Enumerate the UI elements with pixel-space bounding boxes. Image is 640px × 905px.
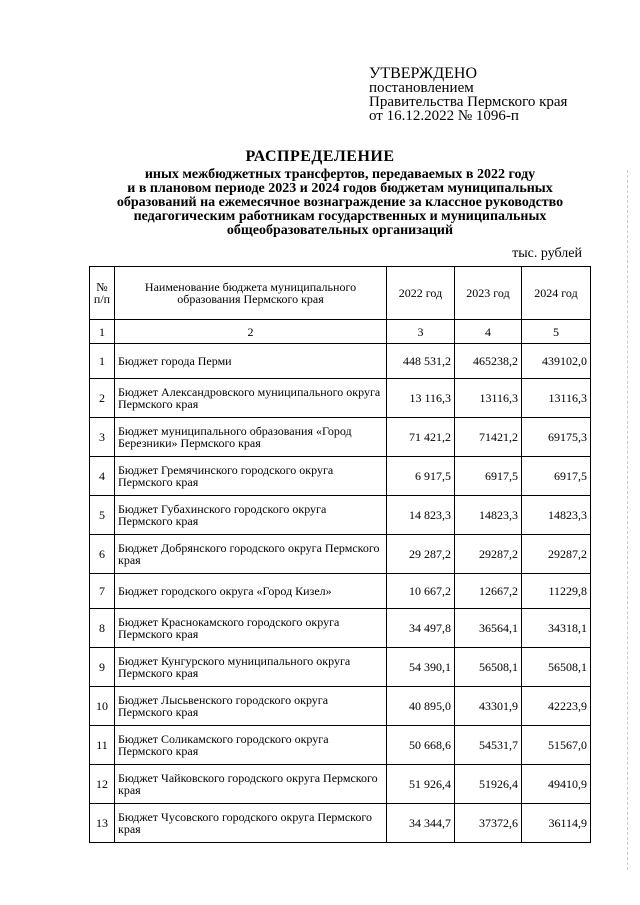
table-row — [90, 804, 591, 843]
year-2022-cell: 14 823,3 — [387, 496, 455, 535]
document-subtitle — [100, 168, 580, 238]
row-number-cell: 13 — [90, 804, 115, 843]
year-2022-cell: 6 917,5 — [387, 457, 455, 496]
budget-name-cell: Бюджет Чусовского городского округа Пермского края — [115, 804, 387, 843]
year-2024-cell: 42223,9 — [522, 687, 591, 726]
year-2022-cell: 51 926,4 — [387, 765, 455, 804]
row-number-cell: 5 — [90, 496, 115, 535]
row-number-cell: 9 — [90, 648, 115, 687]
index-cell: 4 — [455, 320, 522, 344]
approval-line: постановлением — [369, 80, 474, 96]
year-2023-cell: 6917,5 — [455, 457, 522, 496]
index-cell: 5 — [522, 320, 591, 344]
table-row — [90, 765, 591, 804]
row-number-cell: 12 — [90, 765, 115, 804]
row-number-cell: 7 — [90, 574, 115, 609]
table-row — [90, 457, 591, 496]
year-2023-cell: 56508,1 — [455, 648, 522, 687]
year-2022-cell: 10 667,2 — [387, 574, 455, 609]
year-2022-cell: 29 287,2 — [387, 535, 455, 574]
year-2023-cell: 36564,1 — [455, 609, 522, 648]
year-2024-cell: 56508,1 — [522, 648, 591, 687]
year-2024-cell: 14823,3 — [522, 496, 591, 535]
index-cell: 3 — [387, 320, 455, 344]
year-2023-cell: 54531,7 — [455, 726, 522, 765]
year-2023-cell: 71421,2 — [455, 418, 522, 457]
table-row — [90, 648, 591, 687]
budget-name-cell: Бюджет Александровского муниципального округа Пермского края — [115, 379, 387, 418]
subtitle-line: иных межбюджетных трансфертов, передаваемых в 2022 году — [144, 167, 536, 182]
year-2022-cell: 71 421,2 — [387, 418, 455, 457]
budget-name-cell: Бюджет города Перми — [115, 344, 387, 379]
budget-name-cell: Бюджет муниципального образования «Город Березники» Пермского края — [115, 418, 387, 457]
row-number-cell: 1 — [90, 344, 115, 379]
subtitle-line: и в плановом периоде 2023 и 2024 годов бюджетам муниципальных — [127, 181, 553, 196]
year-2022-cell: 40 895,0 — [387, 687, 455, 726]
year-2024-cell: 49410,9 — [522, 765, 591, 804]
index-cell: 2 — [115, 320, 387, 344]
year-2023-cell: 465238,2 — [455, 344, 522, 379]
year-2024-cell: 13116,3 — [522, 379, 591, 418]
budget-name-cell: Бюджет городского округа «Город Кизел» — [115, 574, 387, 609]
year-2023-cell: 14823,3 — [455, 496, 522, 535]
year-2022-cell: 34 344,7 — [387, 804, 455, 843]
row-number-cell: 3 — [90, 418, 115, 457]
budget-name-cell: Бюджет Гремячинского городского округа Пермского края — [115, 457, 387, 496]
year-2022-cell: 50 668,6 — [387, 726, 455, 765]
table-row — [90, 496, 591, 535]
budget-name-cell: Бюджет Губахинского городского округа Пермского края — [115, 496, 387, 535]
year-2024-cell: 34318,1 — [522, 609, 591, 648]
table-row — [90, 574, 591, 609]
year-2023-cell: 12667,2 — [455, 574, 522, 609]
year-2022-cell: 34 497,8 — [387, 609, 455, 648]
budget-name-cell: Бюджет Кунгурского муниципального округа Пермского края — [115, 648, 387, 687]
subtitle-line: педагогическим работникам государственных и муниципальных — [133, 209, 547, 224]
year-2023-cell: 37372,6 — [455, 804, 522, 843]
budget-name-cell: Бюджет Лысьвенского городского округа Пермского края — [115, 687, 387, 726]
year-2023-cell: 51926,4 — [455, 765, 522, 804]
table-row — [90, 344, 591, 379]
year-2022-cell: 13 116,3 — [387, 379, 455, 418]
table-row — [90, 609, 591, 648]
row-number-cell: 11 — [90, 726, 115, 765]
approval-line: УТВЕРЖДЕНО — [369, 65, 478, 82]
row-number-cell: 10 — [90, 687, 115, 726]
row-number-cell: 6 — [90, 535, 115, 574]
year-2022-cell: 448 531,2 — [387, 344, 455, 379]
distribution-table — [89, 266, 591, 843]
year-2024-cell: 439102,0 — [522, 344, 591, 379]
subtitle-line: общеобразовательных организаций — [226, 223, 454, 238]
approval-line: Правительства Пермского края — [369, 94, 568, 110]
year-2022-cell: 54 390,1 — [387, 648, 455, 687]
table-row — [90, 535, 591, 574]
table-row — [90, 726, 591, 765]
year-2024-cell: 29287,2 — [522, 535, 591, 574]
approval-block — [369, 67, 567, 123]
index-row — [90, 320, 591, 344]
year-2024-cell: 6917,5 — [522, 457, 591, 496]
subtitle-line: образований на ежемесячное вознаграждение за классное руководство — [116, 195, 564, 210]
units-label: тыс. рублей — [512, 246, 582, 261]
row-number-cell: 8 — [90, 609, 115, 648]
table-row — [90, 379, 591, 418]
budget-name-cell: Бюджет Соликамского городского округа Пермского края — [115, 726, 387, 765]
year-2024-cell: 11229,8 — [522, 574, 591, 609]
header-cell: 2023 год — [455, 267, 522, 320]
header-cell: № п/п — [90, 267, 115, 320]
document-title: РАСПРЕДЕЛЕНИЕ — [245, 148, 395, 165]
table-row — [90, 418, 591, 457]
table-row — [90, 687, 591, 726]
header-cell: 2024 год — [522, 267, 591, 320]
row-number-cell: 2 — [90, 379, 115, 418]
year-2023-cell: 43301,9 — [455, 687, 522, 726]
header-cell: Наименование бюджета муниципального образования Пермского края — [115, 267, 387, 320]
approval-line: от 16.12.2022 № 1096-п — [369, 108, 519, 124]
header-row — [90, 267, 591, 320]
year-2024-cell: 51567,0 — [522, 726, 591, 765]
year-2024-cell: 36114,9 — [522, 804, 591, 843]
budget-name-cell: Бюджет Краснокамского городского округа Пермского края — [115, 609, 387, 648]
budget-name-cell: Бюджет Добрянского городского округа Пермского края — [115, 535, 387, 574]
year-2023-cell: 13116,3 — [455, 379, 522, 418]
header-cell: 2022 год — [387, 267, 455, 320]
row-number-cell: 4 — [90, 457, 115, 496]
page-edge-line — [627, 170, 629, 870]
budget-name-cell: Бюджет Чайковского городского округа Пермского края — [115, 765, 387, 804]
year-2024-cell: 69175,3 — [522, 418, 591, 457]
year-2023-cell: 29287,2 — [455, 535, 522, 574]
index-cell: 1 — [90, 320, 115, 344]
